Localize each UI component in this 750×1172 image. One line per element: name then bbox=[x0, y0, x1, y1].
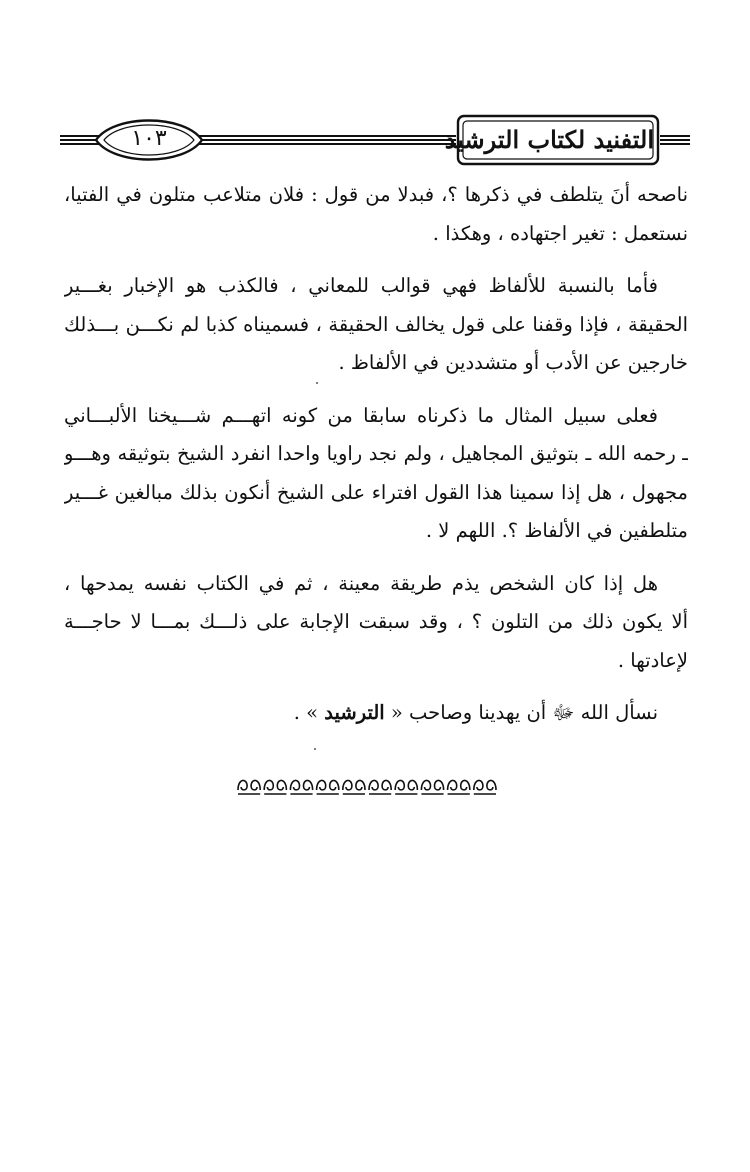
paragraph bbox=[64, 565, 688, 681]
ornament-motif-icon bbox=[448, 780, 470, 794]
text-line: فأما بالنسبة للألفاظ فهي قوالب للمعاني ، فالكذب هو الإخبار بغـــير bbox=[64, 274, 658, 297]
page-header bbox=[60, 108, 690, 172]
page-number: ١٠٣ bbox=[131, 126, 167, 151]
ornament-motif-icon bbox=[238, 780, 260, 794]
ornament-motif-icon bbox=[264, 780, 286, 794]
text-line: نستعمل : تغير اجتهاده ، وهكذا . bbox=[432, 221, 688, 245]
paragraph bbox=[64, 176, 688, 253]
book-title-emphasis: الترشيد bbox=[324, 701, 385, 724]
ornament-motif-icon bbox=[421, 780, 443, 794]
ornament-motif-icon bbox=[343, 780, 365, 794]
ornament-motif-icon bbox=[474, 780, 496, 794]
text-line: خارجين عن الأدب أو متشددين في الألفاظ . bbox=[338, 351, 688, 374]
body-text bbox=[64, 176, 688, 733]
ornament-motif-icon bbox=[369, 780, 391, 794]
text-line: ـ رحمه الله ـ بتوثيق المجاهيل ، ولم نجد راويا واحدا انفرد الشيخ بتوثيقه وهـــو bbox=[64, 442, 688, 465]
running-title: التفنيد لكتاب الترشيد bbox=[444, 125, 654, 154]
text-line: متلطفين في الألفاظ ؟. اللهم لا . bbox=[425, 519, 688, 542]
ornament-divider-icon bbox=[236, 772, 498, 800]
ornament-motif-icon bbox=[317, 780, 339, 794]
text-line: ألا يكون ذلك من التلون ؟ ، وقد سبقت الإجابة على ذلـــك بمـــا لا حاجـــة bbox=[64, 610, 688, 633]
text-line: فعلى سبيل المثال ما ذكرناه سابقا من كونه اتهـــم شـــيخنا الألبـــاني bbox=[64, 403, 658, 427]
text-line: ناصحه أنَ يتلطف في ذكرها ؟، فبدلا من قول : فلان متلاعب متلون في الفتيا، bbox=[64, 183, 688, 206]
closing-line bbox=[64, 694, 688, 733]
paragraph bbox=[64, 267, 688, 383]
text-line: هل إذا كان الشخص يذم طريقة معينة ، ثم في الكتاب نفسه يمدحها ، bbox=[64, 571, 658, 595]
text-line: مجهول ، هل إذا سمينا هذا القول افتراء على الشيخ أنكون بذلك مبالغين غـــير bbox=[64, 480, 688, 504]
stray-dot bbox=[314, 748, 316, 750]
text-line: الحقيقة ، فإذا وقفنا على قول يخالف الحقيقة ، فسميناه كذبا لم نكـــن بـــذلك bbox=[64, 312, 688, 336]
text-line: لإعادتها . bbox=[617, 648, 688, 672]
stray-dot bbox=[316, 382, 318, 384]
ornament-motif-icon bbox=[290, 780, 312, 794]
closing-text-before: نسأل الله ﷻ أن يهدينا وصاحب « bbox=[384, 701, 658, 724]
closing-paragraph bbox=[64, 694, 688, 733]
paragraph bbox=[64, 397, 688, 551]
closing-text-after: » . bbox=[293, 701, 325, 724]
ornament-motif-icon bbox=[395, 780, 417, 794]
